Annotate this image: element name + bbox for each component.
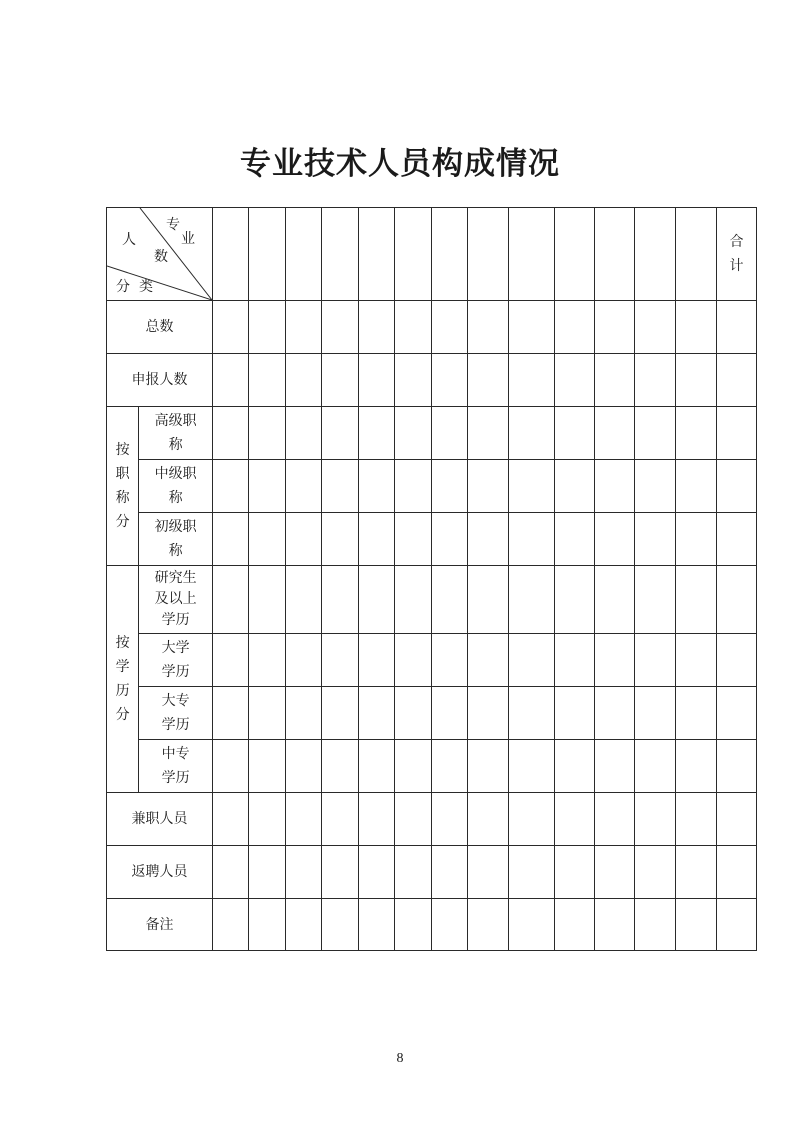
data-entry-cell[interactable] — [595, 634, 635, 687]
data-entry-cell[interactable] — [676, 793, 717, 846]
data-entry-cell[interactable] — [213, 793, 249, 846]
major-cell[interactable] — [595, 208, 635, 301]
table-row — [107, 460, 757, 513]
data-entry-cell[interactable] — [213, 354, 249, 407]
row-label-college: 大专学历 — [139, 687, 213, 740]
data-entry-cell[interactable] — [509, 634, 555, 687]
row-label-intermediate-title: 中级职称 — [139, 460, 213, 513]
data-entry-cell[interactable] — [286, 634, 322, 687]
data-entry-cell[interactable] — [359, 460, 395, 513]
data-entry-cell[interactable] — [322, 846, 359, 899]
data-entry-cell[interactable] — [432, 460, 468, 513]
table-row — [107, 846, 757, 899]
data-entry-cell[interactable] — [322, 301, 359, 354]
data-entry-cell[interactable] — [509, 793, 555, 846]
data-entry-cell[interactable] — [322, 687, 359, 740]
row-label-secondary: 中专学历 — [139, 740, 213, 793]
data-entry-cell[interactable] — [322, 634, 359, 687]
data-entry-cell[interactable] — [468, 687, 509, 740]
corner-label-mid: 数 — [154, 249, 168, 265]
data-entry-cell[interactable] — [395, 846, 432, 899]
data-entry-cell[interactable] — [286, 354, 322, 407]
data-entry-cell[interactable] — [468, 513, 509, 566]
data-entry-cell[interactable] — [395, 513, 432, 566]
data-entry-cell[interactable] — [555, 687, 595, 740]
table-row — [107, 407, 757, 460]
data-entry-cell[interactable] — [676, 634, 717, 687]
data-entry-cell[interactable] — [717, 793, 757, 846]
major-cell[interactable] — [555, 208, 595, 301]
data-entry-cell[interactable] — [468, 354, 509, 407]
data-entry-cell[interactable] — [359, 687, 395, 740]
data-entry-cell[interactable] — [249, 460, 286, 513]
data-entry-cell[interactable] — [359, 846, 395, 899]
data-entry-cell[interactable] — [359, 740, 395, 793]
data-entry-cell[interactable] — [395, 407, 432, 460]
data-entry-cell[interactable] — [359, 634, 395, 687]
major-cell[interactable] — [359, 208, 395, 301]
data-entry-cell[interactable] — [468, 740, 509, 793]
table-row — [107, 354, 757, 407]
data-entry-cell[interactable] — [635, 899, 676, 951]
table-row — [107, 899, 757, 951]
data-entry-cell[interactable] — [635, 634, 676, 687]
table-row — [107, 566, 757, 634]
data-entry-cell[interactable] — [717, 687, 757, 740]
data-entry-cell[interactable] — [635, 301, 676, 354]
data-entry-cell[interactable] — [395, 740, 432, 793]
data-entry-cell[interactable] — [249, 407, 286, 460]
data-entry-cell[interactable] — [555, 846, 595, 899]
table-row — [107, 740, 757, 793]
data-entry-cell[interactable] — [432, 793, 468, 846]
data-entry-cell[interactable] — [635, 846, 676, 899]
data-entry-cell[interactable] — [635, 566, 676, 634]
major-cell[interactable] — [322, 208, 359, 301]
data-entry-cell[interactable] — [676, 899, 717, 951]
data-entry-cell[interactable] — [468, 460, 509, 513]
row-label-graduate: 研究生及以上学历 — [139, 566, 213, 634]
data-entry-cell[interactable] — [249, 740, 286, 793]
data-entry-cell[interactable] — [322, 740, 359, 793]
row-label-applicants: 申报人数 — [107, 354, 213, 407]
data-entry-cell[interactable] — [555, 513, 595, 566]
table-row — [107, 301, 757, 354]
major-cell[interactable] — [676, 208, 717, 301]
table-row — [107, 513, 757, 566]
data-entry-cell[interactable] — [509, 513, 555, 566]
data-entry-cell[interactable] — [249, 899, 286, 951]
table-row — [107, 634, 757, 687]
data-entry-cell[interactable] — [635, 793, 676, 846]
data-entry-cell[interactable] — [432, 566, 468, 634]
data-entry-cell[interactable] — [717, 354, 757, 407]
data-entry-cell[interactable] — [213, 407, 249, 460]
data-entry-cell[interactable] — [286, 301, 322, 354]
data-entry-cell[interactable] — [395, 793, 432, 846]
data-entry-cell[interactable] — [676, 354, 717, 407]
data-entry-cell[interactable] — [213, 301, 249, 354]
data-entry-cell[interactable] — [676, 407, 717, 460]
data-entry-cell[interactable] — [468, 566, 509, 634]
data-entry-cell[interactable] — [468, 407, 509, 460]
data-entry-cell[interactable] — [432, 634, 468, 687]
data-entry-cell[interactable] — [395, 354, 432, 407]
data-entry-cell[interactable] — [595, 407, 635, 460]
page-number: 8 — [396, 1051, 404, 1066]
data-entry-cell[interactable] — [249, 634, 286, 687]
data-entry-cell[interactable] — [595, 846, 635, 899]
data-entry-cell[interactable] — [509, 687, 555, 740]
data-entry-cell[interactable] — [286, 460, 322, 513]
data-entry-cell[interactable] — [717, 846, 757, 899]
row-label-total-count: 总数 — [107, 301, 213, 354]
data-entry-cell[interactable] — [555, 407, 595, 460]
data-entry-cell[interactable] — [249, 793, 286, 846]
data-entry-cell[interactable] — [286, 846, 322, 899]
data-entry-cell[interactable] — [635, 740, 676, 793]
data-entry-cell[interactable] — [359, 793, 395, 846]
data-entry-cell[interactable] — [395, 899, 432, 951]
table-row — [107, 793, 757, 846]
data-entry-cell[interactable] — [595, 354, 635, 407]
data-entry-cell[interactable] — [635, 687, 676, 740]
data-entry-cell[interactable] — [509, 846, 555, 899]
major-cell[interactable] — [432, 208, 468, 301]
data-entry-cell[interactable] — [286, 513, 322, 566]
data-entry-cell[interactable] — [395, 460, 432, 513]
data-entry-cell[interactable] — [213, 460, 249, 513]
data-entry-cell[interactable] — [249, 687, 286, 740]
corner-label-top-a: 专 — [166, 217, 180, 233]
data-entry-cell[interactable] — [595, 460, 635, 513]
data-entry-cell[interactable] — [595, 899, 635, 951]
data-entry-cell[interactable] — [213, 687, 249, 740]
data-entry-cell[interactable] — [717, 407, 757, 460]
data-entry-cell[interactable] — [213, 566, 249, 634]
data-entry-cell[interactable] — [286, 407, 322, 460]
major-cell[interactable] — [635, 208, 676, 301]
data-entry-cell[interactable] — [322, 354, 359, 407]
data-entry-cell[interactable] — [359, 301, 395, 354]
row-label-bachelor: 大学学历 — [139, 634, 213, 687]
data-entry-cell[interactable] — [395, 566, 432, 634]
data-entry-cell[interactable] — [509, 407, 555, 460]
data-entry-cell[interactable] — [432, 899, 468, 951]
data-entry-cell[interactable] — [249, 301, 286, 354]
data-entry-cell[interactable] — [432, 301, 468, 354]
table-row — [107, 687, 757, 740]
data-entry-cell[interactable] — [717, 899, 757, 951]
data-entry-cell[interactable] — [213, 899, 249, 951]
data-entry-cell[interactable] — [509, 740, 555, 793]
data-entry-cell[interactable] — [555, 354, 595, 407]
data-entry-cell[interactable] — [717, 460, 757, 513]
row-label-rehired: 返聘人员 — [107, 846, 213, 899]
major-cell[interactable] — [509, 208, 555, 301]
data-entry-cell[interactable] — [595, 740, 635, 793]
data-entry-cell[interactable] — [595, 793, 635, 846]
data-entry-cell[interactable] — [555, 793, 595, 846]
data-entry-cell[interactable] — [555, 740, 595, 793]
data-entry-cell[interactable] — [676, 301, 717, 354]
data-entry-cell[interactable] — [717, 634, 757, 687]
data-entry-cell[interactable] — [322, 460, 359, 513]
data-entry-cell[interactable] — [635, 407, 676, 460]
group-label-by-title: 按职称分 — [107, 407, 139, 566]
corner-label-top-b: 业 — [181, 231, 195, 247]
data-entry-cell[interactable] — [286, 566, 322, 634]
data-entry-cell[interactable] — [509, 460, 555, 513]
data-entry-cell[interactable] — [509, 899, 555, 951]
data-entry-cell[interactable] — [249, 354, 286, 407]
data-entry-cell[interactable] — [468, 634, 509, 687]
data-entry-cell[interactable] — [322, 793, 359, 846]
data-entry-cell[interactable] — [432, 846, 468, 899]
data-entry-cell[interactable] — [468, 301, 509, 354]
data-entry-cell[interactable] — [468, 899, 509, 951]
data-entry-cell[interactable] — [286, 740, 322, 793]
data-entry-cell[interactable] — [286, 793, 322, 846]
data-entry-cell[interactable] — [249, 513, 286, 566]
data-entry-cell[interactable] — [213, 634, 249, 687]
data-entry-cell[interactable] — [717, 513, 757, 566]
data-entry-cell[interactable] — [595, 513, 635, 566]
data-entry-cell[interactable] — [635, 354, 676, 407]
data-entry-cell[interactable] — [213, 740, 249, 793]
total-column-header: 合计 — [717, 208, 757, 301]
data-entry-cell[interactable] — [286, 687, 322, 740]
data-entry-cell[interactable] — [595, 566, 635, 634]
data-entry-cell[interactable] — [595, 687, 635, 740]
data-entry-cell[interactable] — [555, 899, 595, 951]
data-entry-cell[interactable] — [395, 634, 432, 687]
corner-label-bottom-b: 类 — [139, 279, 153, 295]
data-entry-cell[interactable] — [359, 354, 395, 407]
row-label-senior-title: 高级职称 — [139, 407, 213, 460]
data-entry-cell[interactable] — [468, 793, 509, 846]
data-entry-cell[interactable] — [595, 301, 635, 354]
data-entry-cell[interactable] — [635, 460, 676, 513]
header-row — [107, 208, 757, 301]
data-entry-cell[interactable] — [717, 740, 757, 793]
data-entry-cell[interactable] — [676, 687, 717, 740]
data-entry-cell[interactable] — [555, 566, 595, 634]
data-entry-cell[interactable] — [432, 407, 468, 460]
major-cell[interactable] — [395, 208, 432, 301]
group-label-by-education: 按学历分 — [107, 566, 139, 793]
data-entry-cell[interactable] — [213, 513, 249, 566]
diagonal-header-cell — [107, 208, 213, 301]
data-entry-cell[interactable] — [676, 846, 717, 899]
data-entry-cell[interactable] — [509, 354, 555, 407]
data-entry-cell[interactable] — [359, 513, 395, 566]
data-entry-cell[interactable] — [322, 899, 359, 951]
data-entry-cell[interactable] — [432, 513, 468, 566]
major-cell[interactable] — [468, 208, 509, 301]
staff-composition-table — [106, 207, 757, 951]
row-label-junior-title: 初级职称 — [139, 513, 213, 566]
data-entry-cell[interactable] — [432, 354, 468, 407]
corner-label-left: 人 — [122, 232, 136, 248]
data-entry-cell[interactable] — [213, 846, 249, 899]
corner-label-bottom-a: 分 — [116, 279, 130, 295]
data-entry-cell[interactable] — [322, 566, 359, 634]
major-cell[interactable] — [213, 208, 249, 301]
data-entry-cell[interactable] — [432, 687, 468, 740]
data-entry-cell[interactable] — [555, 301, 595, 354]
data-entry-cell[interactable] — [432, 740, 468, 793]
data-entry-cell[interactable] — [635, 513, 676, 566]
data-entry-cell[interactable] — [322, 407, 359, 460]
data-entry-cell[interactable] — [468, 846, 509, 899]
data-entry-cell[interactable] — [359, 899, 395, 951]
page-title: 专业技术人员构成情况 — [240, 146, 560, 182]
data-entry-cell[interactable] — [359, 566, 395, 634]
row-label-part-time: 兼职人员 — [107, 793, 213, 846]
data-entry-cell[interactable] — [555, 460, 595, 513]
data-entry-cell[interactable] — [249, 566, 286, 634]
data-entry-cell[interactable] — [249, 846, 286, 899]
data-entry-cell[interactable] — [322, 513, 359, 566]
data-entry-cell[interactable] — [395, 687, 432, 740]
data-entry-cell[interactable] — [676, 460, 717, 513]
data-entry-cell[interactable] — [286, 899, 322, 951]
row-label-remarks: 备注 — [107, 899, 213, 951]
data-entry-cell[interactable] — [395, 301, 432, 354]
data-entry-cell[interactable] — [676, 566, 717, 634]
data-entry-cell[interactable] — [717, 566, 757, 634]
data-entry-cell[interactable] — [359, 407, 395, 460]
data-entry-cell[interactable] — [509, 301, 555, 354]
major-cell[interactable] — [286, 208, 322, 301]
data-entry-cell[interactable] — [676, 740, 717, 793]
data-entry-cell[interactable] — [509, 566, 555, 634]
major-cell[interactable] — [249, 208, 286, 301]
data-entry-cell[interactable] — [555, 634, 595, 687]
data-entry-cell[interactable] — [717, 301, 757, 354]
data-entry-cell[interactable] — [676, 513, 717, 566]
